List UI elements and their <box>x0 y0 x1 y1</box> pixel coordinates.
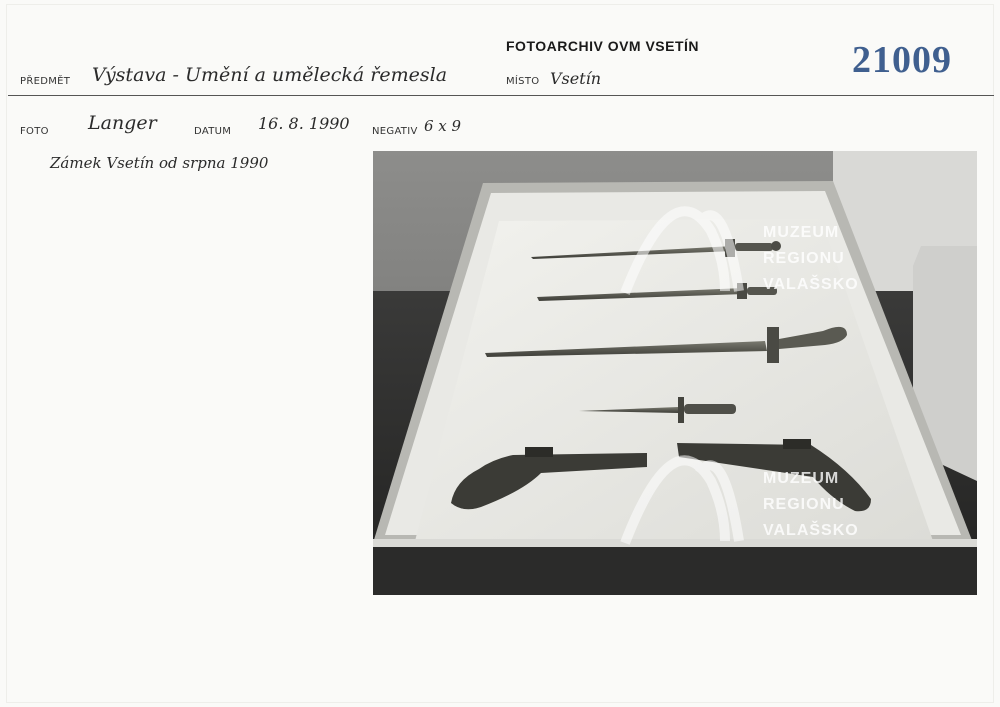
photo-illustration <box>373 151 977 595</box>
misto-label: MÍSTO <box>506 76 540 87</box>
negativ-label: NEGATIV <box>372 126 418 137</box>
predmet-value: Výstava - Umění a umělecká řemesla <box>92 64 448 86</box>
pistol-right-lock <box>783 439 811 449</box>
watermark-bottom-line-1: MUZEUM <box>763 470 840 487</box>
exhibit-photo <box>373 151 977 595</box>
foto-value: Langer <box>88 112 157 134</box>
archive-title: FOTOARCHIV OVM VSETÍN <box>506 38 700 54</box>
watermark-top-line-2: REGIONU <box>763 250 845 267</box>
display-case-edge <box>373 539 977 547</box>
negativ-value: 6 x 9 <box>424 117 462 135</box>
dagger-grip <box>684 404 736 414</box>
datum-value: 16. 8. 1990 <box>258 114 350 133</box>
watermark-bottom-line-3: VALAŠSKO <box>763 522 859 539</box>
watermark-top-line-3: VALAŠSKO <box>763 276 859 293</box>
watermark-bottom-line-2: REGIONU <box>763 496 845 513</box>
watermark-top-line-1: MUZEUM <box>763 224 840 241</box>
display-case-base <box>373 543 977 595</box>
catalog-number: 21009 <box>852 39 952 81</box>
misto-value: Vsetín <box>550 69 602 88</box>
dagger-guard <box>678 397 684 423</box>
datum-label: DATUM <box>194 126 232 137</box>
predmet-label: PŘEDMĚT <box>20 76 71 87</box>
foto-label: FOTO <box>20 126 49 137</box>
pistol-left-lock <box>525 447 553 457</box>
note-text: Zámek Vsetín od srpna 1990 <box>50 154 269 172</box>
header-divider <box>8 95 994 96</box>
sword-3-guard <box>767 327 779 363</box>
